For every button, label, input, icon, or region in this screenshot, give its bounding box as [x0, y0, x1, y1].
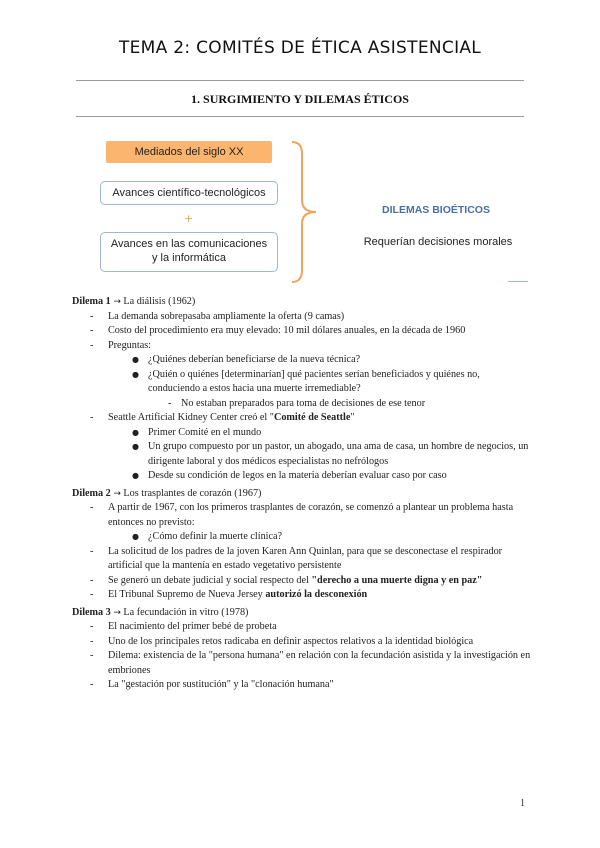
concept-diagram [100, 138, 520, 288]
period-box: Mediados del siglo XX [106, 141, 272, 163]
list-item [72, 339, 532, 354]
item-text: La "gestación por sustitución" y la "clonación humana" [108, 679, 334, 690]
dilemma-heading [72, 606, 532, 621]
bullet-icon: ● [132, 471, 139, 480]
page-number: 1 [520, 798, 525, 809]
dash-marker: - [90, 339, 94, 351]
item-text: Primer Comité en el mundo [148, 426, 262, 438]
item-text: Uno de los principales retos radicaba en definir aspectos relativos a la identidad biológica [108, 635, 474, 647]
dash-marker: - [90, 310, 94, 322]
dilemma-title: Los trasplantes de corazón (1967) [123, 487, 262, 499]
decorative-mark [508, 281, 528, 282]
bullet-icon: ● [132, 355, 139, 364]
dilemma-label: Dilema 1 [72, 296, 111, 307]
dilemmas-list [72, 295, 532, 693]
list-item [72, 440, 532, 469]
curly-brace-icon [286, 138, 336, 288]
dilemma-heading [72, 295, 532, 310]
item-text: No estaban preparados para toma de decisiones de ese tenor [181, 397, 426, 409]
section-heading: 1. SURGIMIENTO Y DILEMAS ÉTICOS [191, 92, 409, 106]
item-text: Seattle Artificial Kidney Center creó el " [108, 412, 274, 423]
item-emphasis: "derecho a una muerte digna y en paz" [311, 574, 483, 586]
communications-line-2: y la informática [152, 252, 226, 264]
item-text: ¿Quiénes deberían beneficiarse de la nueva técnica? [148, 354, 361, 365]
item-text: Un grupo compuesto por un pastor, un abogado, una ama de casa, un hombre de negocios, un dirigente laboral y dos médicos especialistas no nefrólogos [148, 441, 529, 467]
bullet-icon: ● [132, 427, 139, 437]
list-item [72, 501, 532, 530]
dash-marker: - [90, 574, 94, 586]
scientific-advances-box: Avances científico-tecnológicos [100, 181, 278, 205]
arrow-icon: → [113, 297, 121, 307]
dilemma-title: La diálisis (1962) [123, 296, 196, 307]
dash-marker: - [90, 621, 94, 632]
dash-marker: - [90, 545, 94, 557]
dash-marker: - [90, 589, 94, 600]
plus-sign: + [184, 212, 194, 225]
list-item [72, 635, 532, 650]
page-title: TEMA 2: COMITÉS DE ÉTICA ASISTENCIAL [118, 38, 482, 58]
item-emphasis: autorizó la desconexión [265, 589, 368, 600]
bullet-icon: ● [132, 532, 139, 541]
list-item [72, 426, 532, 441]
dilemma-title: La fecundación in vitro (1978) [123, 606, 249, 618]
item-text: Dilema: existencia de la "persona humana" en relación con la fecundación asistida y la investigación en embriones [108, 650, 531, 676]
arrow-icon: → [113, 488, 121, 499]
list-item [72, 530, 532, 545]
list-item [72, 368, 532, 397]
item-text: Desde su condición de legos en la materia deberían evaluar caso por caso [148, 470, 447, 481]
communications-advances-box [100, 232, 278, 272]
list-item [72, 353, 532, 368]
list-item [72, 411, 532, 426]
list-item [72, 574, 532, 589]
dash-marker: - [90, 679, 94, 690]
dash-marker: - [90, 502, 94, 513]
item-text: ¿Quién o quiénes [determinarían] qué pacientes serían beneficiados y quiénes no, conduciendo a estos hacia una muerte irremediable? [148, 368, 480, 394]
list-item [72, 545, 532, 574]
list-item [72, 620, 532, 635]
list-item [72, 469, 532, 484]
dash-marker: - [90, 635, 94, 647]
item-text: A partir de 1967, con los primeros trasplantes de corazón, se comenzó a plantear un problema hasta entonces no previsto: [108, 502, 514, 528]
top-divider [76, 80, 524, 81]
dash-marker: - [90, 412, 94, 423]
item-text: El Tribunal Supremo de Nueva Jersey [108, 589, 266, 600]
item-text: Costo del procedimiento era muy elevado: 10 mil dólares anuales, en la década de 1960 [108, 325, 466, 336]
item-text: La solicitud de los padres de la joven Karen Ann Quinlan, para que se desconectase el respirador artificial que la mantenía en estado vegetativo persistente [108, 545, 503, 571]
dash-marker: - [90, 325, 94, 336]
section-divider [76, 116, 524, 117]
bullet-icon: ● [132, 442, 139, 451]
dilemma-label: Dilema 2 [72, 487, 111, 499]
list-item [72, 397, 532, 412]
list-item [72, 310, 532, 325]
dilemma-label: Dilema 3 [72, 606, 111, 618]
item-emphasis: Comité de Seattle [273, 412, 351, 423]
list-item [72, 588, 532, 603]
item-text: El nacimiento del primer bebé de probeta [108, 621, 277, 632]
item-text: Se generó un debate judicial y social respecto del [108, 574, 312, 586]
item-text-end: " [350, 412, 355, 423]
list-item [72, 324, 532, 339]
communications-line-1: Avances en las comunicaciones [110, 238, 268, 250]
list-item [72, 649, 532, 678]
item-text: La demanda sobrepasaba ampliamente la oferta (9 camas) [108, 310, 345, 322]
arrow-icon: → [113, 607, 121, 618]
bioethical-dilemmas-label: DILEMAS BIOÉTICOS [382, 204, 490, 216]
item-text: Preguntas: [108, 339, 152, 351]
moral-decisions-label: Requerían decisiones morales [363, 236, 513, 248]
list-item [72, 678, 532, 693]
dilemma-heading [72, 487, 532, 502]
bullet-icon: ● [132, 369, 139, 379]
item-text: ¿Cómo definir la muerte clínica? [148, 531, 283, 542]
dash-marker: - [90, 650, 94, 661]
dash-marker: - [168, 397, 172, 409]
